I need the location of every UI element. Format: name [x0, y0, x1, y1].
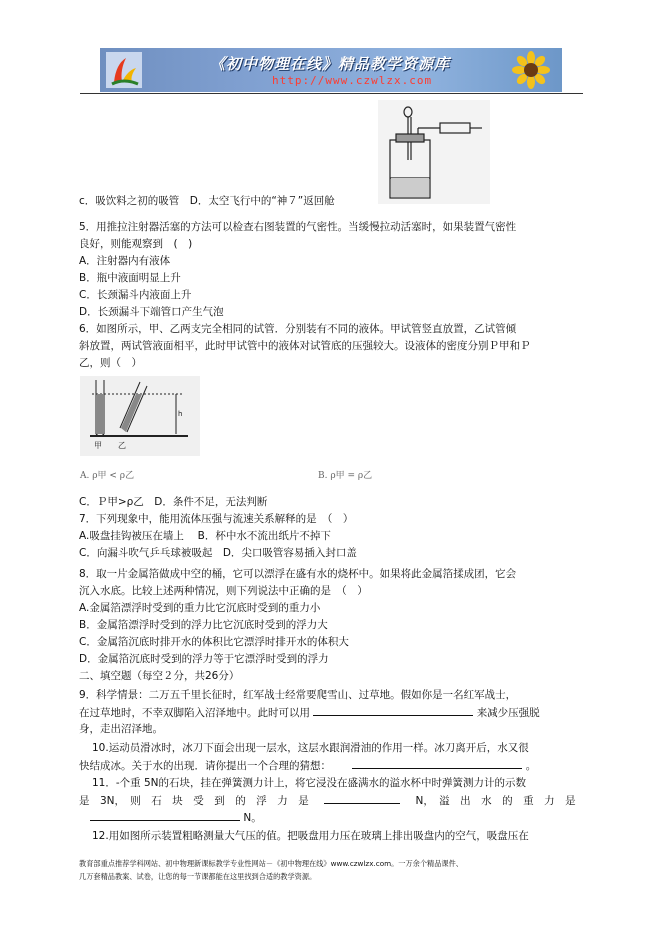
q11-overflow-weight-blank[interactable] [90, 809, 240, 821]
q6-stem: 6．如图所示，甲、乙两支完全相同的试管．分别装有不同的液体。甲试管竖直放置，乙试管倾 [79, 323, 517, 335]
q10-stem: 10.运动员滑冰时，冰刀下面会出现一层水，这层水跟润滑油的作用一样。冰刀离开后，水又很 [92, 742, 529, 754]
q6-option-b: B. ρ甲 = ρ乙 [318, 471, 373, 481]
q10-line2 [79, 757, 536, 775]
q11-text-end: N。 [243, 812, 262, 824]
q6-option-a: A. ρ甲 < ρ乙 [80, 471, 135, 481]
test-tubes-figure [80, 376, 200, 456]
q8-option-b: B．金属箔漂浮时受到的浮力比它沉底时受到的浮力大 [79, 619, 328, 631]
q7-stem: 7．下列现象中，能用流体压强与流速关系解释的是 （ ） [79, 513, 354, 525]
footer-line-2: 几万套精品教案、试卷，让您的每一节课都能在这里找到合适的教学资源。 [79, 872, 317, 881]
q11-text-b: N， 溢 出 水 的 重 力 是 [415, 795, 576, 807]
q6-stem-end: 乙，则（ ） [79, 357, 142, 369]
q6-stem-cont: 斜放置，两试管液面相平，此时甲试管中的液体对试管底的压强较大。设液体的密度分别Ｐ甲和Ｐ [79, 340, 531, 352]
q9-line3: 身，走出沼泽地。 [79, 723, 163, 735]
q10-answer-blank[interactable] [352, 757, 522, 769]
q5-option-d: D．长颈漏斗下端管口产生气泡 [79, 306, 224, 318]
syringe-flask-figure [378, 100, 490, 204]
q5-stem-cont: 良好，则能观察到 ( ) [79, 238, 193, 250]
header-banner [100, 48, 562, 92]
q6-options-cd: C．Ｐ甲>ρ乙 D．条件不足，无法判断 [79, 496, 268, 508]
q8-option-d: D．金属箔沉底时受到的浮力等于它漂浮时受到的浮力 [79, 653, 329, 665]
q11-line2 [79, 792, 576, 810]
label-h: h [178, 410, 183, 418]
q11-line3 [90, 809, 262, 827]
q9-text-post: 来减少压强脱 [476, 707, 540, 719]
q7-options-ab: A.吸盘挂钩被压在墙上 B．杯中水不流出纸片不掉下 [79, 530, 331, 542]
q9-answer-blank[interactable] [313, 704, 473, 716]
label-jia: 甲 [94, 441, 102, 450]
q5-option-a: A．注射器内有液体 [79, 255, 171, 267]
q11-stem: 11．-个重 5N的石块，挂在弹簧测力计上，将它浸没在盛满水的溢水杯中时弹簧测力计的示数 [92, 777, 527, 789]
q5-option-c: C．长颈漏斗内液面上升 [79, 289, 192, 301]
header-rule [80, 93, 583, 94]
banner-title: 《初中物理在线》精品教学资源库 [210, 55, 451, 73]
q7-options-cd: C．向漏斗吹气乒乓球被吸起 D．尖口吸管容易插入封口盖 [79, 547, 357, 559]
q11-text-a: 是 3N， 则 石 块 受 到 的 浮 力 是 [79, 795, 309, 807]
q8-option-c: C．金属箔沉底时排开水的体积比它漂浮时排开水的体积大 [79, 636, 349, 648]
footer-line-1: 教育部重点推荐学科网站、初中物理新课标教学专业性网站－《初中物理在线》www.czwlzx.com。一万余个精品课件、 [79, 859, 463, 868]
q5-option-b: B．瓶中液面明显上升 [79, 272, 181, 284]
q10-text-post: 。 [525, 760, 537, 772]
banner-url[interactable]: http://www.czwlzx.com [272, 74, 433, 87]
sunflower-icon [510, 50, 552, 90]
q8-option-a: A.金属箔漂浮时受到的重力比它沉底时受到的重力小 [79, 602, 321, 614]
q9-stem: 9．科学情景：二万五千里长征时，红军战士经常要爬雪山、过草地。假如你是一名红军战士， [79, 689, 517, 701]
q5-stem: 5．用推拉注射器活塞的方法可以检查右图装置的气密性。当缓慢拉动活塞时，如果装置气密性 [79, 221, 517, 233]
q10-text-pre: 快结成冰。关于水的出现．请你提出一个合理的猜想： [79, 760, 331, 772]
q9-text-pre: 在过草地时，不幸双脚陷入沼泽地中。此时可以用 [79, 707, 310, 719]
section-fill-in-title: 二、填空题（每空２分，共26分） [79, 670, 240, 682]
q11-buoyancy-blank[interactable] [324, 792, 400, 804]
site-logo-icon [106, 52, 142, 88]
label-yi: 乙 [118, 441, 126, 450]
q4-options-cd: c．吸饮料之初的吸管 D．太空飞行中的“神７”返回舱 [79, 195, 335, 207]
q8-stem-cont: 沉入水底。比较上述两种情况，则下列说法中正确的是 （ ） [79, 585, 368, 597]
q12-stem: 12.用如图所示装置粗略测量大气压的值。把吸盘用力压在玻璃上排出吸盘内的空气，吸盘压在 [92, 830, 529, 842]
q8-stem: 8．取一片金属箔做成中空的桶，它可以漂浮在盛有水的烧杯中。如果将此金属箔揉成团，它会 [79, 568, 517, 580]
q9-line2 [79, 704, 540, 722]
